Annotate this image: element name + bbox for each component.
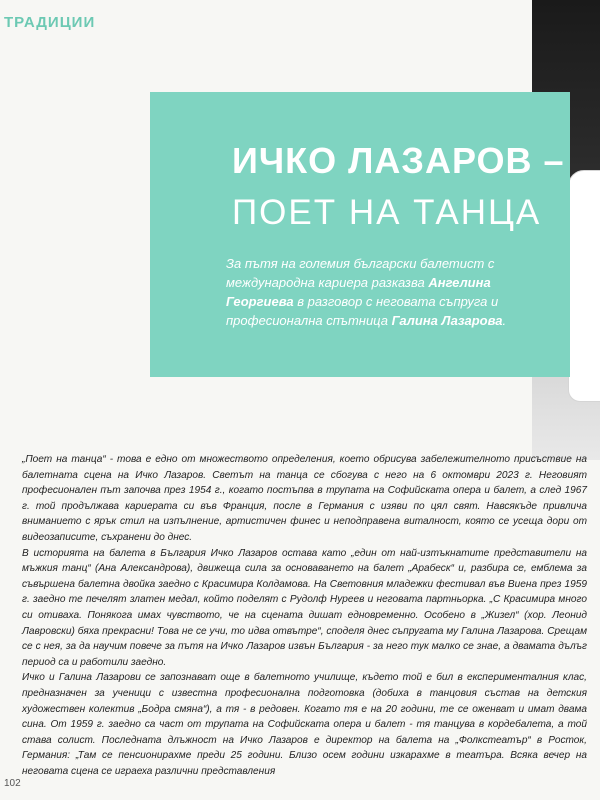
body-paragraph: Ичко и Галина Лазарови се запознават още в балетното училище, където той е бил в експерименталния клас, предназначен за ученици с известна професионална подготовка (добиха в танцовия състав на детския художествен колектив „Бодра смяна“), а тя - в редовен. Когато тя е на 20 години, те се оженват и имат двама сина. От 1959 г. заедно са част от трупата на Софийската опера и балет - тя танцува в кордебалета, а той става солист. Последната длъжност на Ичко Лазаров е директор на балета на „Фолкстеатър“ в Росток, Германия: „Там се пенсионирахме преди 25 години. Близо осем години изкарахме в театъра. Всяка вечер на неговата сцена се играеха различни представления [22,672,587,777]
article-body [22,452,587,779]
lead-text: . [502,313,507,328]
article-title-line2: ПОЕТ НА ТАНЦА [232,193,542,232]
title-panel [150,92,570,377]
lead-text: в разговор с неговата съпруга и професионална спътница [226,294,499,328]
body-paragraph: В историята на балета в България Ичко Лазаров остава като „един от най-изтъкнатите представители на мъжкия танц“ (Ана Александрова), движеща сила за основаването на балет „Арабеск“ и, разбира се, емблема за съвършена балетна двойка заедно с Красимира Колдамова. На Световния младежки фестивал във Виена през 1959 г. заедно те печелят златен медал, който поделят с Рудолф Нуреев и неговата партньорка. „С Красимира много си отиваха. Понякога имах чувството, че на сцената дишат едновременно. Особено в „Жизел“ (хор. Леонид Лавровски) бяха прекрасни! Това не се учи, то идва отвътре“, споделя днес съпругата му Галина Лазарова. Срещам се с нея, за да научим повече за пътя на Ичко Лазаров извън България - за него тук малко се знае, а двамата дълъг период са и работили заедно. [22,547,587,668]
lead-text: За пътя на големия български балетист с международна кариера разказва [226,256,495,290]
page-number: 102 [4,778,21,789]
body-paragraph: „Поет на танца“ - това е едно от множеството определения, което обрисува забележителното присъствие на балетната сцена на Ичко Лазаров. Светът на танца се сбогува с него на 6 октомври 2023 г. Неговият професионален път започва през 1954 г., когато постъпва в трупата на Софийската опера и балет, а след 1967 г. той продължава кариерата си във Франция, после в Германия с изяви по цял свят. Навсякъде привлича вниманието с ярък стил на изпълнение, артистичен финес и неподправена виталност, която се усеща дори от видеозаписите, съхранени до днес. [22,454,587,543]
lead-interviewee: Галина Лазарова [391,313,503,328]
section-label: ТРАДИЦИИ [4,14,96,31]
article-lead [226,254,554,330]
dancer-photo-detail [568,170,600,402]
lead-author: Ангелина Георгиева [226,275,491,309]
article-title-line1: ИЧКО ЛАЗАРОВ – [232,140,565,181]
